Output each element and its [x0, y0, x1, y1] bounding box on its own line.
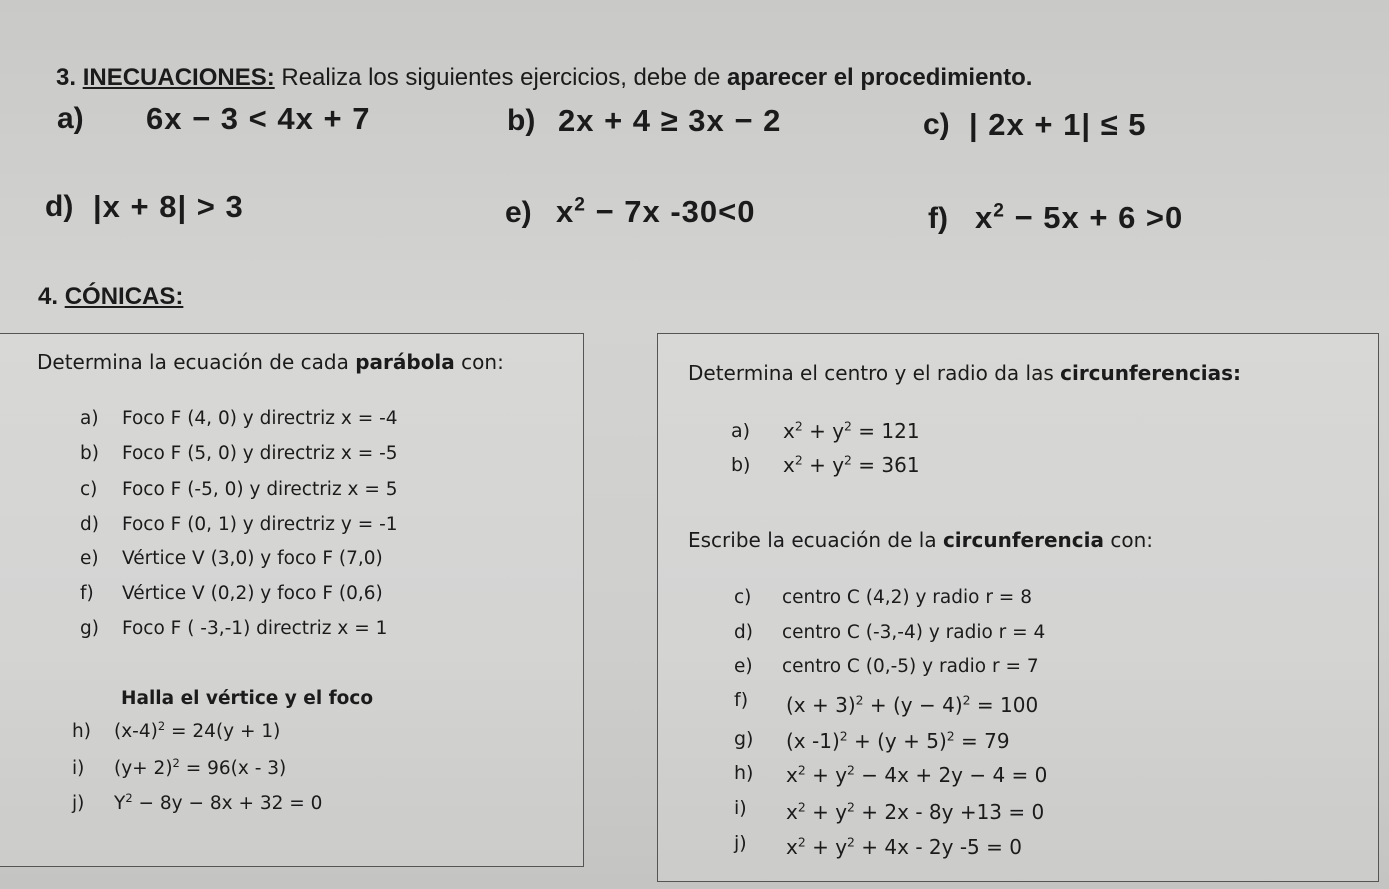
circle-item-f-expr: $(x + 3)^2 + (y - 4)^2 = 100$ [786, 692, 1039, 717]
parabola-item-e: e) Vértice V (3,0) y foco F (7,0) [80, 548, 383, 569]
circle-item-c: c) centro C (4,2) y radio r = 8 [734, 587, 1032, 608]
section3-number: 3. [56, 64, 77, 91]
ineq-e-label: e) [505, 196, 532, 229]
ineq-d-label: d) [45, 190, 74, 223]
ineq-d-expr: |x + 8| > 3 [93, 189, 244, 224]
circle-item-i-label: i) [734, 797, 747, 819]
circle-item-a-expr: $x^2 + y^2 = 121$ [783, 418, 920, 443]
parabola-item-h: h) $(x-4)^2 = 24(y + 1)$ [72, 718, 281, 742]
circle-item-i-expr: $x^2 + y^2 + 2x - 8y +13 = 0$ [786, 799, 1045, 824]
circle-title: Determina el centro y el radio da las circunferencias: [688, 361, 1242, 385]
ineq-b-label: b) [507, 104, 536, 137]
parabola-item-b: b) Foco F (5, 0) y directriz x = -5 [80, 443, 398, 464]
section4-heading: CÓNICAS: [64, 283, 184, 310]
circle-item-h-label: h) [734, 762, 754, 784]
parabola-item-g: g) Foco F ( -3,-1) directriz x = 1 [80, 618, 388, 639]
ineq-c-label: c) [923, 108, 950, 141]
section4-header [38, 283, 183, 311]
ineq-e-expr: $x^2 - 7x$ -30<0 [556, 194, 756, 229]
parabola-subtitle: Halla el vértice y el foco [121, 688, 374, 709]
circle-item-g-label: g) [734, 728, 754, 750]
circle-item-g-expr: (x $-1)^2 + (y + 5)^2 = 79$ [786, 728, 1010, 753]
ineq-a-expr: 6x − 3 < 4x + 7 [146, 101, 371, 136]
circle-item-h-expr: $x^2 + y^2 - 4x + 2y - 4 = 0$ [786, 762, 1048, 787]
ineq-c-expr: | 2x + 1| ≤ 5 [969, 107, 1147, 142]
ineq-f-label: f) [928, 202, 948, 235]
parabola-item-i: i) $(y+ 2)^2 = 96(x - 3)$ [72, 755, 287, 779]
section3-instruction-bold: aparecer el procedimiento. [726, 64, 1033, 91]
circle-item-j-expr: $x^2 + y^2 + 4x - 2y$ -5 = 0 [786, 834, 1022, 859]
section3-heading: INECUACIONES: [82, 64, 275, 91]
parabola-item-j: j) $Y^2 - 8y - 8x + 32 = 0$ [72, 790, 323, 814]
ineq-f-expr: $x^2 - 5x + 6 >0$ [975, 200, 1184, 235]
parabola-item-c: c) Foco F (-5, 0) y directriz x = 5 [80, 479, 398, 500]
circle-item-d: d) centro C (-3,-4) y radio r = 4 [734, 622, 1046, 643]
circle-item-b-expr: $x^2 + y^2 = 361$ [783, 452, 920, 477]
circle-item-f-label: f) [734, 689, 749, 711]
circle-item-j-label: j) [734, 832, 747, 854]
section3-header [56, 64, 1032, 92]
parabola-item-d: d) Foco F (0, 1) y directriz y = -1 [80, 514, 398, 535]
parabola-item-a: a) Foco F (4, 0) y directriz x = -4 [80, 408, 398, 429]
circle-subtitle: Escribe la ecuación de la circunferencia con: [688, 528, 1154, 552]
circle-item-e: e) centro C (0,-5) y radio r = 7 [734, 656, 1039, 677]
ineq-a-label: a) [57, 102, 84, 135]
section3-instruction: Realiza los siguientes ejercicios, debe de [274, 64, 727, 91]
circle-item-a-label: a) [731, 420, 751, 442]
ineq-b-expr: 2x + 4 ≥ 3x − 2 [558, 103, 782, 138]
parabola-title: Determina la ecuación de cada parábola con: [37, 350, 504, 374]
section4-number: 4. [38, 283, 59, 310]
circle-item-b-label: b) [731, 454, 751, 476]
parabola-item-f: f) Vértice V (0,2) y foco F (0,6) [80, 583, 383, 604]
